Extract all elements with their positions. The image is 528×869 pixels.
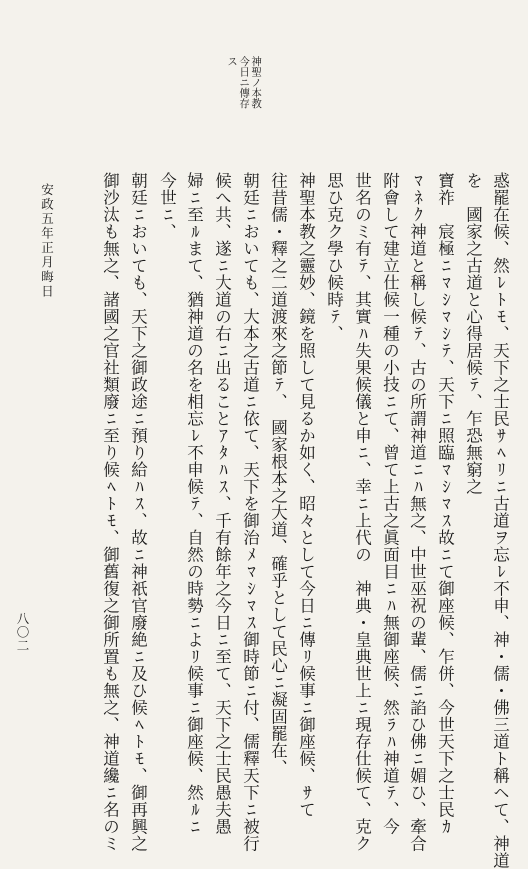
text-column-7: 思ひ克ク學ひ候時ﾃ、 [324, 172, 344, 342]
text-column-1: 惑罷在候、然ﾚﾄﾓ、天下之士民ｻﾍﾘﾆ古道ヲ忘ﾚ不申、神・儒・佛三道ト稱ヘて、神道 [490, 172, 510, 869]
text-column-8: 神聖本教之靈妙、鏡を照して見るか如く、昭々として今日ﾆ傳ﾘ候事ﾆ御座候、ｻて [296, 172, 316, 818]
head-note-line-1: 神聖ノ本教 [250, 56, 263, 109]
text-column-14: 朝廷ﾆおいても、天下之御政途ﾆ預り給ﾊｽ、故ﾆ神祇官廢絶ﾆ及ひ候ﾍﾄﾓ、御再興之 [128, 172, 148, 852]
text-column-12: 婦ﾆ至ﾙまて、猶神道の名を相忘ﾚ不申候ﾃ、自然の時勢ﾆよﾘ候事ﾆ御座候、然ﾙﾆ [184, 172, 204, 835]
text-column-4: ﾏﾈｸ神道と稱し候ﾃ、古の所謂神道ﾆﾊ無之、中世巫祝の輩、儒ﾆ諂ひ佛ﾆ媚ひ、牽合 [407, 172, 427, 852]
text-column-13: 今世ﾆ、 [157, 172, 177, 240]
page-number: 八〇二 [15, 612, 30, 653]
head-note-line-2: 今日ニ傳存 [238, 56, 251, 109]
date-line: 安政五年正月晦日 [39, 183, 55, 299]
text-column-15: 御沙汰も無之、諸國之官社類廢ﾆ至り候ﾍﾄﾓ、御舊復之御所置も無之、神道纔ﾆ名のミ [100, 172, 120, 852]
text-column-9: 往昔儒・釋之二道渡來之節ﾃ、 國家根本之大道、確乎として民心ﾆ凝固罷在、 [268, 172, 288, 776]
text-column-3: 寶祚 宸極ﾆﾏｼﾏｼﾃ、天下ﾆ照臨ﾏｼﾏｽ故ﾆて御座候、乍併、今世天下之士民ｶ [435, 172, 455, 835]
text-column-2: を 國家之古道と心得居候ﾃ、乍恐無窮之 [463, 172, 483, 495]
head-note-line-3: ス [226, 56, 239, 67]
text-column-10: 朝廷ﾆおいても、大本之古道ﾆ依て、天下を御治ﾒﾏｼﾏｽ御時節ﾆ付、儒釋天下ﾆ被行 [240, 172, 260, 852]
text-column-11: 候へ共、遂ﾆ大道の右ﾆ出ることｱﾀﾊｽ、千有餘年之今日ﾆ至て、天下之士民愚夫愚 [212, 172, 232, 835]
text-column-6: 世名のミ有ﾃ、其實ﾊ失果候儀と申ﾆ、幸ﾆ上代の 神典・皇典世上ﾆ現存仕候て、克ク [352, 172, 372, 852]
text-column-5: 附會して建立仕候一種の小技ﾆて、曾て上古之眞面目ﾆﾊ無御座候、然ﾗﾊ神道ﾃ、今 [380, 172, 400, 835]
